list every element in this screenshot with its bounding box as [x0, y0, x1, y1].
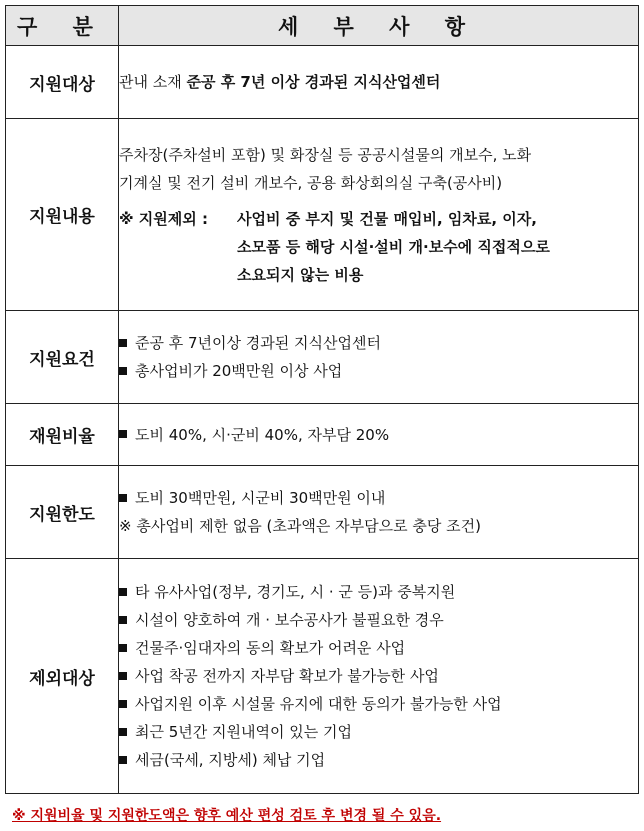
- square-bullet-icon: [119, 756, 127, 764]
- row-exclusions: [6, 559, 639, 794]
- square-bullet-icon: [119, 672, 127, 680]
- square-bullet-icon: [119, 588, 127, 596]
- square-bullet-icon: [119, 644, 127, 652]
- exclusion-note-line: 소모품 등 해당 시설·설비 개·보수에 직접적으로: [237, 237, 550, 256]
- row-content: [119, 119, 639, 311]
- row-content: [119, 46, 639, 119]
- target-prefix: 관내 소재: [119, 73, 187, 91]
- list-item: 도비 40%, 시·군비 40%, 자부담 20%: [119, 421, 638, 449]
- limit-note: ※ 총사업비 제한 없음 (초과액은 자부담으로 충당 조건): [119, 517, 481, 535]
- row-support-limit: [6, 466, 639, 559]
- exclusion-note: [119, 205, 638, 289]
- square-bullet-icon: [119, 339, 127, 347]
- list-item: 준공 후 7년이상 경과된 지식산업센터: [119, 329, 638, 357]
- row-content: [119, 311, 639, 404]
- content-line: 주차장(주차설비 포함) 및 화장실 등 공공시설물의 개보수, 노화: [119, 145, 532, 164]
- content-line: 기계실 및 전기 설비 개보수, 공용 화상회의실 구축(공사비): [119, 173, 503, 192]
- list-item: 세금(국세, 지방세) 체납 기업: [119, 746, 638, 774]
- square-bullet-icon: [119, 430, 127, 438]
- row-funding-ratio: [6, 404, 639, 466]
- row-label: 지원대상: [6, 46, 119, 119]
- row-target: [6, 46, 639, 119]
- list-item: 건물주·임대자의 동의 확보가 어려운 사업: [119, 634, 638, 662]
- row-label: 재원비율: [6, 404, 119, 466]
- list-item: 총사업비가 20백만원 이상 사업: [119, 357, 638, 385]
- footnote: ※ 지원비율 및 지원한도액은 향후 예산 편성 검토 후 변경 될 수 있음.: [12, 808, 442, 824]
- exclusion-note-prefix: ※ 지원제외 :: [119, 209, 208, 228]
- row-label: 지원내용: [6, 119, 119, 311]
- list-item: 도비 30백만원, 시군비 30백만원 이내: [119, 484, 638, 512]
- list-item: 시설이 양호하여 개 · 보수공사가 불필요한 경우: [119, 606, 638, 634]
- exclusion-note-line: 사업비 중 부지 및 건물 매입비, 임차료, 이자,: [237, 209, 537, 228]
- square-bullet-icon: [119, 367, 127, 375]
- row-requirements: [6, 311, 639, 404]
- list-item: 사업지원 이후 시설물 유지에 대한 동의가 불가능한 사업: [119, 690, 638, 718]
- target-emphasis: 준공 후 7년 이상 경과된 지식산업센터: [186, 73, 441, 91]
- row-content: [119, 404, 639, 466]
- row-label: 지원한도: [6, 466, 119, 559]
- row-content: [119, 559, 639, 794]
- row-label: 제외대상: [6, 559, 119, 794]
- list-item: 최근 5년간 지원내역이 있는 기업: [119, 718, 638, 746]
- row-content: [119, 466, 639, 559]
- square-bullet-icon: [119, 728, 127, 736]
- square-bullet-icon: [119, 616, 127, 624]
- header-row: [6, 6, 639, 46]
- row-support-content: [6, 119, 639, 311]
- square-bullet-icon: [119, 494, 127, 502]
- support-details-table: [5, 5, 639, 794]
- header-category: 구 분: [6, 6, 119, 46]
- header-details: 세 부 사 항: [119, 6, 639, 46]
- square-bullet-icon: [119, 700, 127, 708]
- row-label: 지원요건: [6, 311, 119, 404]
- list-item: 타 유사사업(정부, 경기도, 시 · 군 등)과 중복지원: [119, 578, 638, 606]
- list-item: 사업 착공 전까지 자부담 확보가 불가능한 사업: [119, 662, 638, 690]
- exclusion-note-line: 소요되지 않는 비용: [237, 265, 364, 284]
